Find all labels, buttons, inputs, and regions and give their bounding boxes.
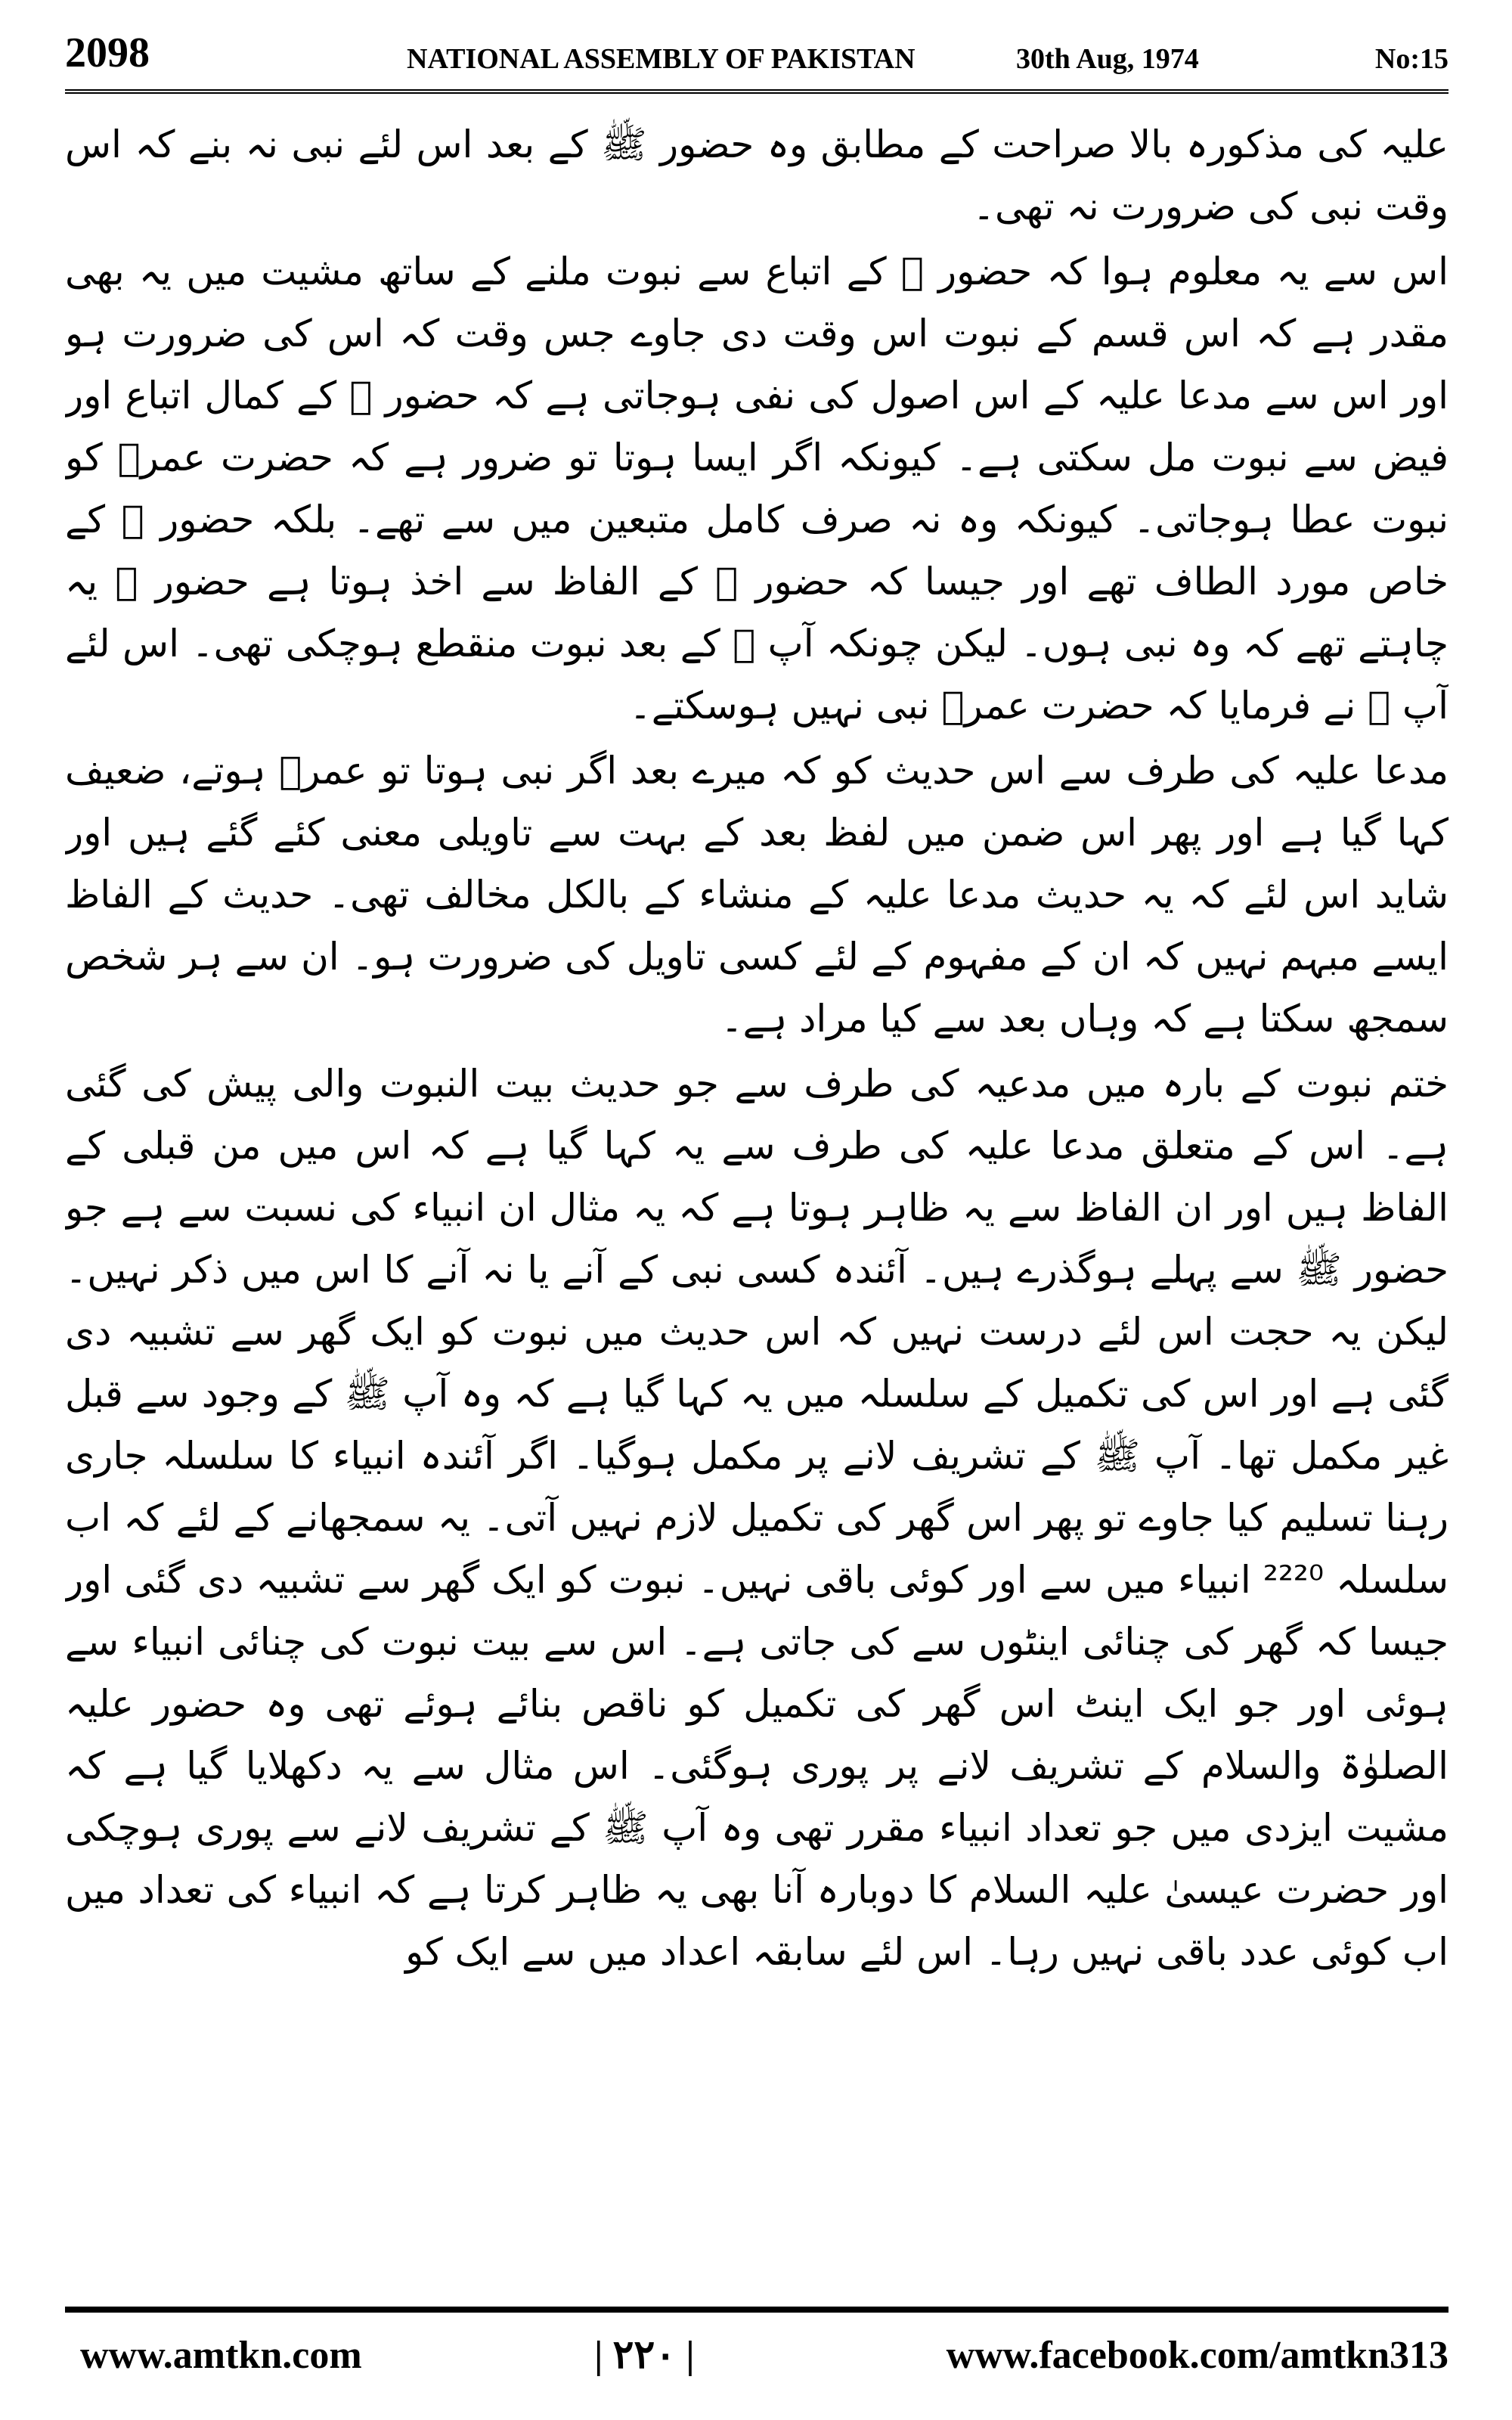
page-header [65,18,1448,86]
issue-number: No:15 [1374,43,1448,75]
footer-page-marker: | ۲۲۰ | [594,2334,695,2377]
paragraph-2: اس سے یہ معلوم ہوا کہ حضور ﷺ کے اتباع سے نبوت ملنے کے ساتھ مشیت میں یہ بھی مقدر ہے کہ اس قسم کے نبوت اس وقت دی جاوے جس وقت کہ اس کی ضرورت ہو اور اس سے مدعا علیہ کے اس اصول کی نفی ہوجاتی ہے کہ حضور ﷺ کے کمال اتباع اور فیض سے نبوت مل سکتی ہے۔ کیونکہ اگر ایسا ہوتا تو ضرور ہے کہ حضرت عمرؓ کو نبوت عطا ہوجاتی۔ کیونکہ وہ نہ صرف کامل متبعین میں سے تھے۔ بلکہ حضور ﷺ کے خاص مورد الطاف تھے اور جیسا کہ حضور ﷺ کے الفاظ سے اخذ ہوتا ہے حضور ﷺ یہ چاہتے تھے کہ وہ نبی ہوں۔ لیکن چونکہ آپ ﷺ کے بعد نبوت منقطع ہوچکی تھی۔ اس لئے آپ ﷺ نے فرمایا کہ حضرت عمرؓ نبی نہیں ہوسکتے۔ [65,250,1448,728]
session-date: 30th Aug, 1974 [1016,43,1199,75]
paragraph-3: مدعا علیہ کی طرف سے اس حدیث کو کہ میرے بعد اگر نبی ہوتا تو عمرؓ ہوتے، ضعیف کہا گیا ہے اور پھر اس ضمن میں لفظ بعد کے بہت سے تاویلی معنی کئے گئے ہیں اور شاید اس لئے کہ یہ حدیث مدعا علیہ کے منشاء کے بالکل مخالف تھی۔ حدیث کے الفاظ ایسے مبہم نہیں کہ ان کے مفہوم کے لئے کسی تاویل کی ضرورت ہو۔ ان سے ہر شخص سمجھ سکتا ہے کہ وہاں بعد سے کیا مراد ہے۔ [65,749,1448,1041]
facebook-link[interactable]: www.facebook.com/amtkn313 [946,2334,1448,2377]
page-number: 2098 [65,29,150,76]
footer-divider [65,2307,1448,2313]
website-link[interactable]: www.amtkn.com [80,2334,362,2377]
header-divider [65,89,1448,94]
paragraph-1: علیہ کی مذکورہ بالا صراحت کے مطابق وہ حضور ﷺ کے بعد اس لئے نبی نہ بنے کہ اس وقت نبی کی ضرورت نہ تھی۔ [65,123,1448,228]
urdu-body-text [65,113,1448,2276]
page-footer [65,2329,1448,2390]
document-title: NATIONAL ASSEMBLY OF PAKISTAN [407,43,916,75]
paragraph-4: ختم نبوت کے بارہ میں مدعیہ کی طرف سے جو حدیث بیت النبوت والی پیش کی گئی ہے۔ اس کے متعلق مدعا علیہ کی طرف سے یہ کہا گیا ہے کہ اس میں من قبلی کے الفاظ ہیں اور ان الفاظ سے یہ ظاہر ہوتا ہے کہ یہ مثال ان انبیاء کی نسبت سے ہے جو حضور ﷺ سے پہلے ہوگذرے ہیں۔ آئندہ کسی نبی کے آنے یا نہ آنے کا اس میں ذکر نہیں۔ لیکن یہ حجت اس لئے درست نہیں کہ اس حدیث میں نبوت کو ایک گھر سے تشبیہ دی گئی ہے اور اس کی تکمیل کے سلسلہ میں یہ کہا گیا ہے کہ وہ آپ ﷺ کے وجود سے قبل غیر مکمل تھا۔ آپ ﷺ کے تشریف لانے پر مکمل ہوگیا۔ اگر آئندہ انبیاء کا سلسلہ جاری رہنا تسلیم کیا جاوے تو پھر اس گھر کی تکمیل لازم نہیں آتی۔ یہ سمجھانے کے لئے کہ اب سلسلہ ²²²⁰ انبیاء میں سے اور کوئی باقی نہیں۔ نبوت کو ایک گھر سے تشبیہ دی گئی اور جیسا کہ گھر کی چنائی اینٹوں سے کی جاتی ہے۔ اس سے بیت نبوت کی چنائی انبیاء سے ہوئی اور جو ایک اینٹ اس گھر کی تکمیل کو ناقص بنائے ہوئے تھی وہ حضور علیہ الصلوٰۃ والسلام کے تشریف لانے پر پوری ہوگئی۔ اس مثال سے یہ دکھلایا گیا ہے کہ مشیت ایزدی میں جو تعداد انبیاء مقرر تھی وہ آپ ﷺ کے تشریف لانے سے پوری ہوچکی اور حضرت عیسیٰ علیہ السلام کا دوبارہ آنا بھی یہ ظاہر کرتا ہے کہ انبیاء کی تعداد میں اب کوئی عدد باقی نہیں رہا۔ اس لئے سابقہ اعداد میں سے ایک کو [65,1062,1448,1974]
